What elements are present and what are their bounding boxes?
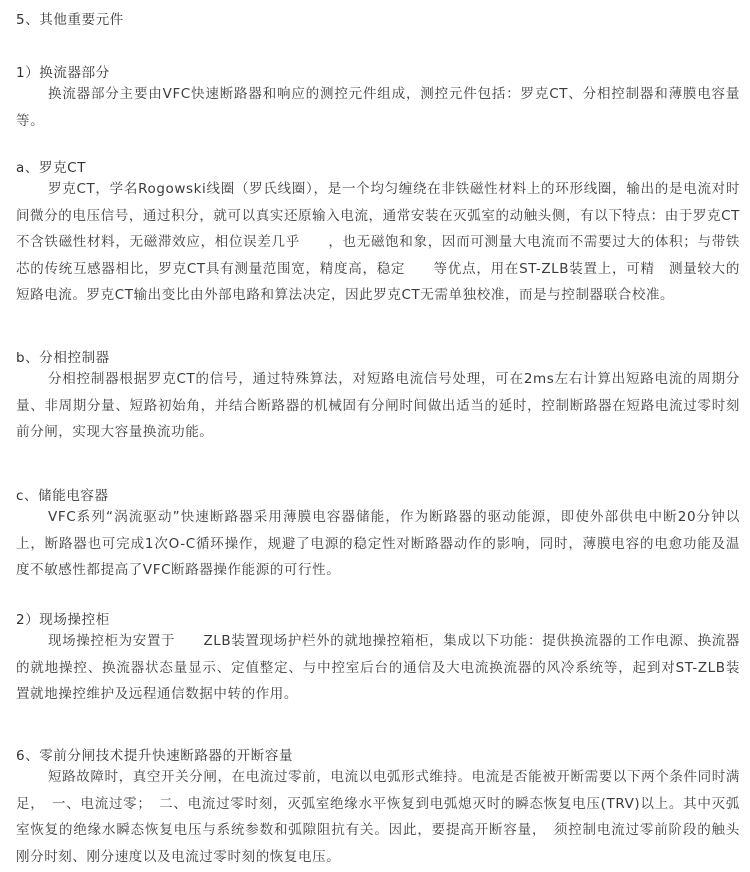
item-b-body: 分相控制器根据罗克CT的信号，通过特殊算法，对短路电流信号处理，可在2ms左右计算出短路电流的周期分量、非周期分量、短路初始角，并结合断路器的机械固有分闸时间做出适当的延时，控制断路器在短路电流过零时刻前分闸，实现大容量换流功能。 bbox=[16, 371, 740, 440]
item-a-body: 罗克CT，学名Rogowski线圈（罗氏线圈），是一个均匀缠绕在非铁磁性材料上的环形线圈，输出的是电流对时间微分的电压信号，通过积分，就可以真实还原输入电流，通常安装在灭弧室的动触头侧，有以下特点：由于罗克CT不含铁磁性材料，无磁滞效应，相位误差几乎 ，也无磁饱和象，因而可测量大电流而不需要过大的体积；与带铁芯的传统互感器相比，罗克CT具有测量范围宽，精度高，稳定 等优点，用在ST-ZLB装置上，可精 测量较大的短路电流。罗克CT输出变比由外部电路和算法决定，因此罗克CT无需单独校准，而是与控制器联合校准。 bbox=[16, 181, 740, 303]
item-c-heading: c、储能电容器 bbox=[16, 488, 109, 504]
section-6-body: 短路故障时，真空开关分闸，在电流过零前，电流以电弧形式维持。电流是否能被开断需要以下两个条件同时满足， 一、电流过零； 二、电流过零时刻，灭弧室绝缘水平恢复到电弧熄灭时的瞬态恢复电压(TRV)以上。其中灭弧室恢复的绝缘水瞬态恢复电压与系统参数和弧隙阻抗有关。因此，要提高开断容量， 须控制电流过零前阶段的触头刚分时刻、刚分速度以及电流过零时刻的恢复电压。 bbox=[16, 769, 740, 865]
section-5-heading: 5、其他重要元件 bbox=[16, 12, 124, 28]
item-b-heading: b、分相控制器 bbox=[16, 350, 110, 366]
item-a-heading: a、罗克CT bbox=[16, 160, 87, 176]
section-6-heading: 6、零前分闸技术提升快速断路器的开断容量 bbox=[16, 748, 294, 764]
subsection-1-heading: 1）换流器部分 bbox=[16, 65, 110, 81]
subsection-2-heading: 2）现场操控柜 bbox=[16, 612, 110, 628]
item-c-body: VFC系列“涡流驱动”快速断路器采用薄膜电容器储能，作为断路器的驱动能源，即使外部供电中断20分钟以上，断路器也可完成1次O-C循环操作，规避了电源的稳定性对断路器动作的影响，同时，薄膜电容的电愈功能及温度不敏感性都提高了VFC断路器操作能源的可行性。 bbox=[16, 509, 740, 578]
subsection-1-body: 换流器部分主要由VFC快速断路器和响应的测控元件组成，测控元件包括：罗克CT、分相控制器和薄膜电容量等。 bbox=[16, 86, 740, 129]
subsection-2-body: 现场操控柜为安置于 ZLB装置现场护栏外的就地操控箱柜，集成以下功能：提供换流器的工作电源、换流器的就地操控、换流器状态量显示、定值整定、与中控室后台的通信及大电流换流器的风冷系统等，起到对ST-ZLB装置就地操控维护及远程通信数据中转的作用。 bbox=[16, 633, 740, 702]
